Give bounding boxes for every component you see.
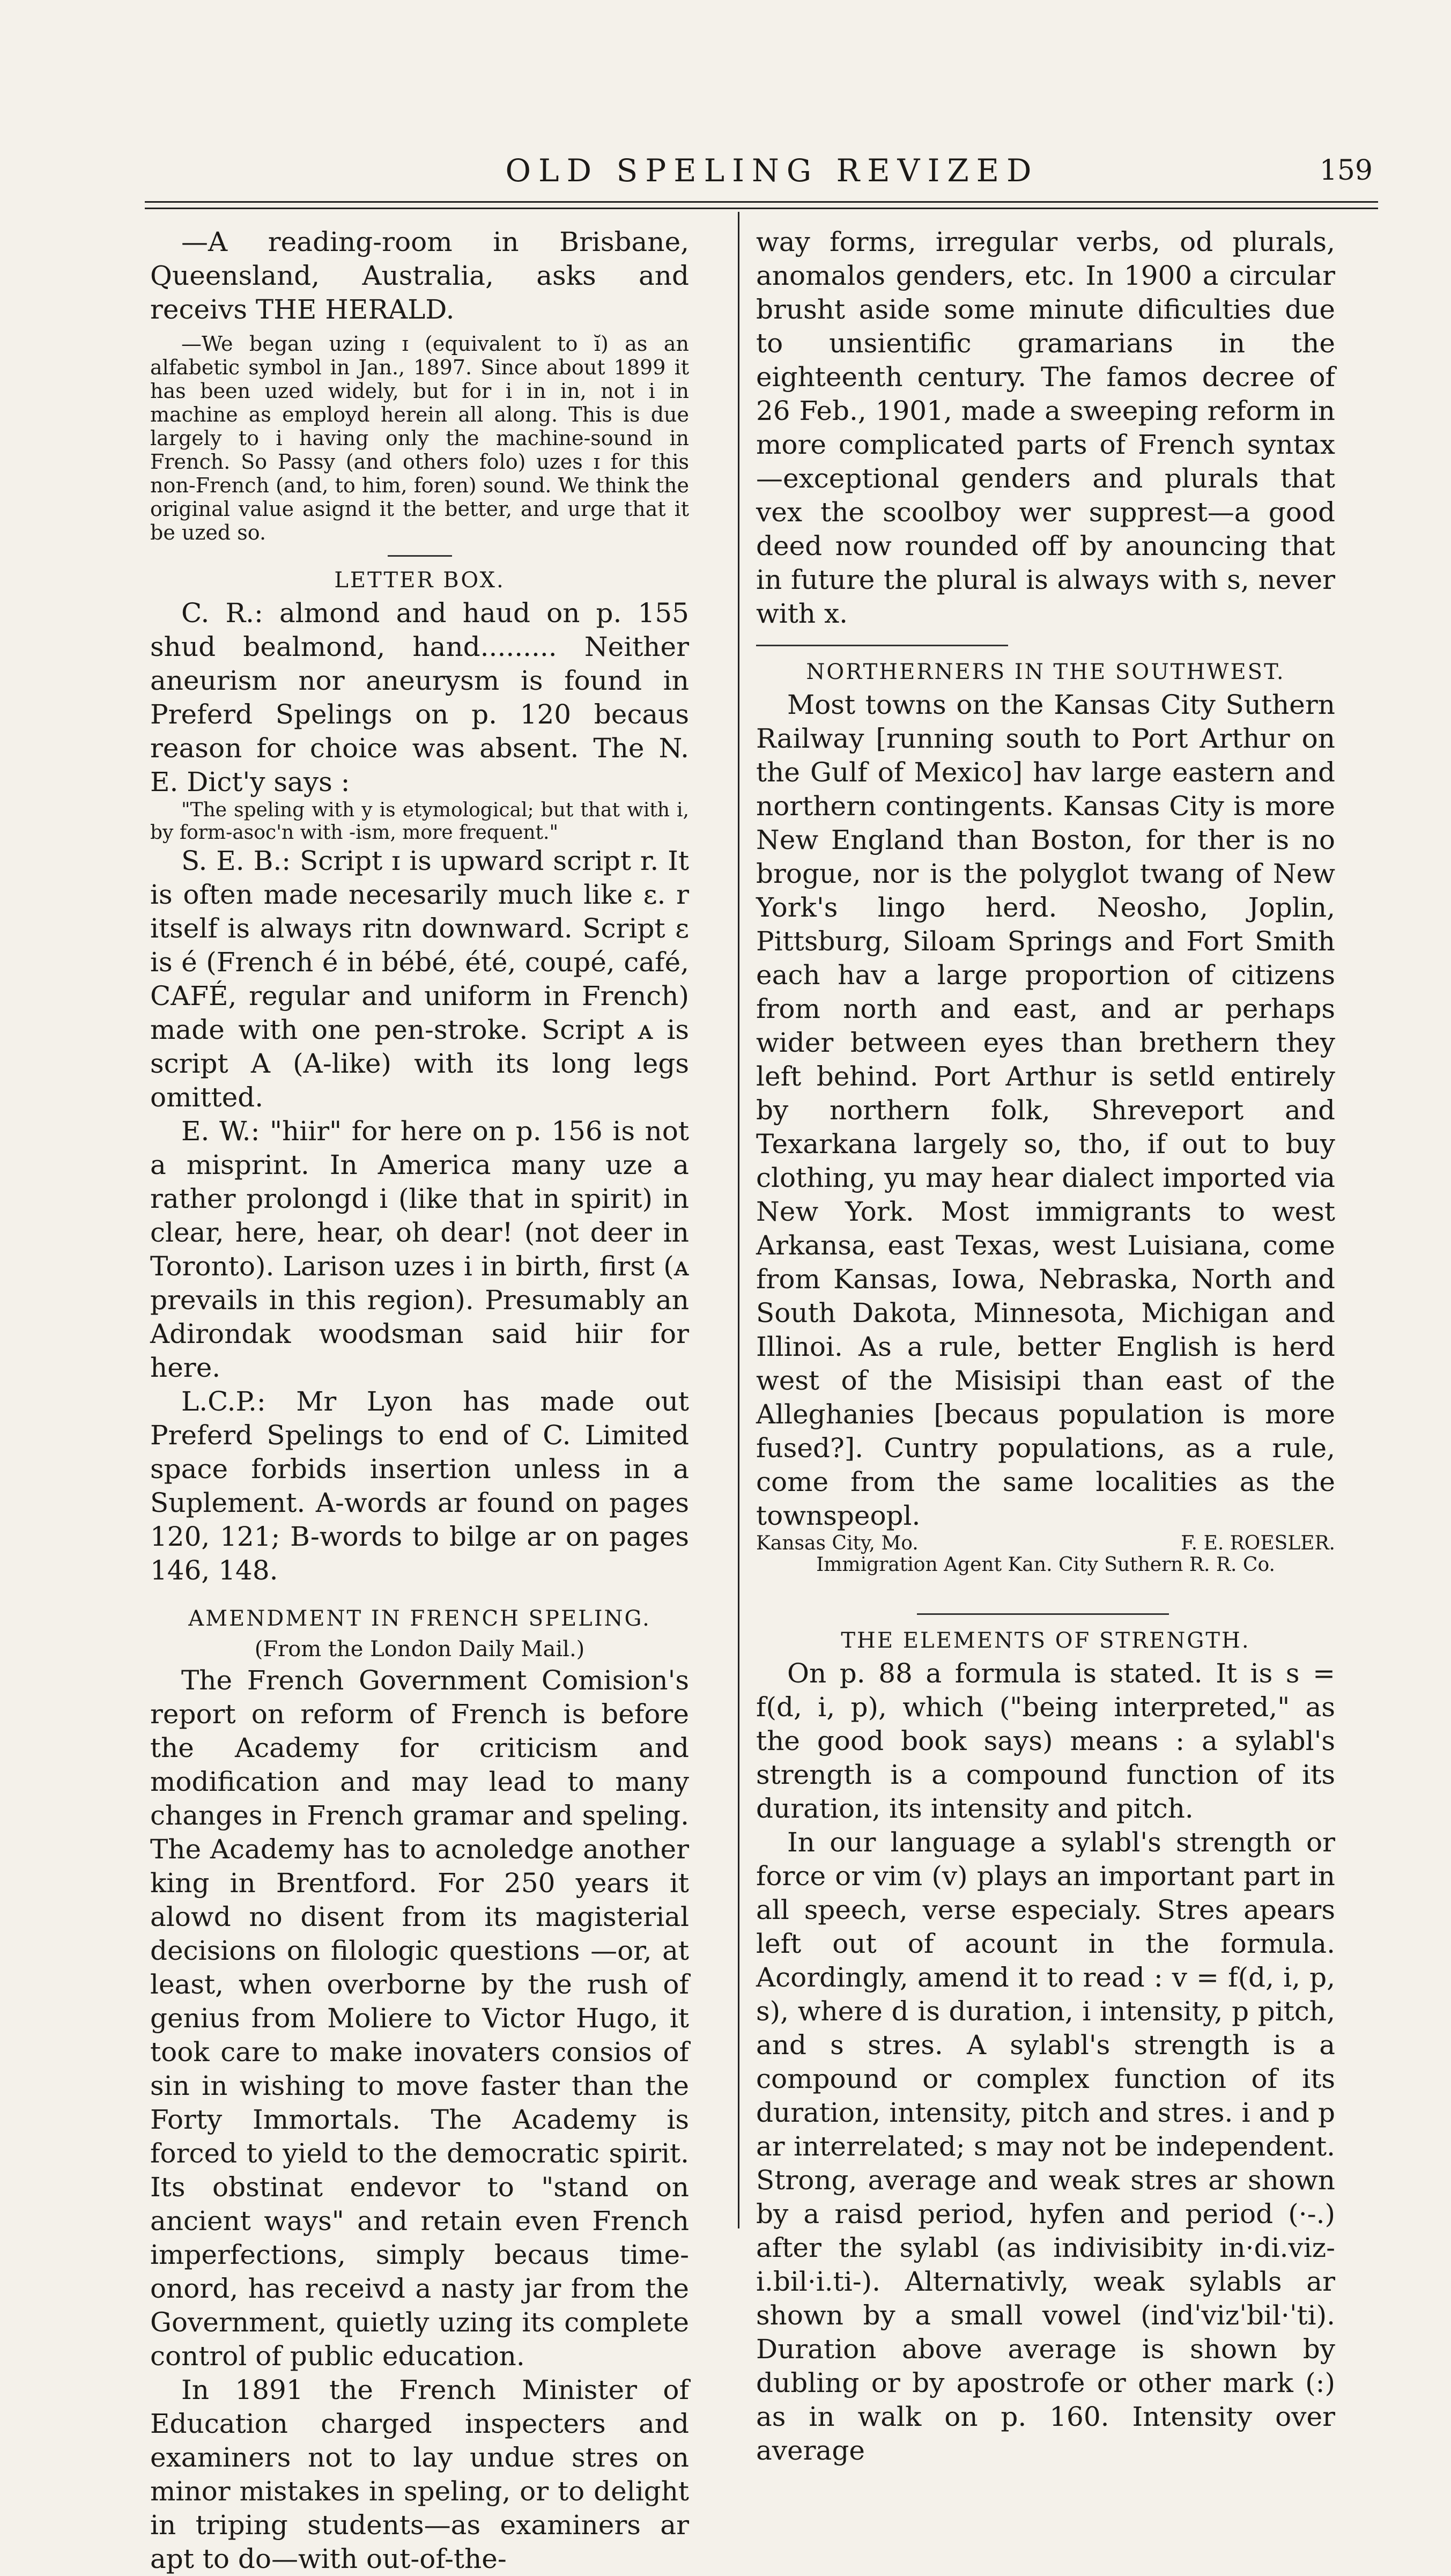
running-head <box>161 149 1383 192</box>
elements-heading: THE ELEMENTS OF STRENGTH. <box>841 1628 1250 1653</box>
amendment-paragraph-1: The French Government Comision's report on reform of French is before the Academy for criticism and modification and may lead to many changes in French gramar and speling. The Academy has to acnoledge another king in Brentford. For 250 years it alowd no disent from its magisterial decisions on filologic questions —or, at least, when overborne by the rush of genius from Moliere to Victor Hugo, it took care to make inovaters consios of sin in wishing to move faster than the Forty Immortals. The Academy is forced to yield to the democratic spirit. Its obstinat endevor to "stand on ancient ways" and retain even French imperfections, simply becaus time-onord, has receivd a nasty jar from the Government, quietly uzing its complete control of public education. <box>150 1665 689 2372</box>
header-rule-top <box>145 201 1378 203</box>
signature-line <box>756 1533 1335 1554</box>
northerners-body: Most towns on the Kansas City Suthern Railway [running south to Port Arthur on the Gulf of Mexico] hav large eastern and northern contingents. Kansas City is more New England than Boston, for ther is no brogue, nor is the polyglot twang of New York's lingo herd. Neosho, Joplin, Pittsburg, Siloam Springs and Fort Smith each hav a large proportion of citizens from north and east, and ar perhaps wider between eyes than brethern they left behind. Port Arthur is setld entirely by northern folk, Shreveport and Texarkana largely so, tho, if out to buy clothing, yu may hear dialect imported via New York. Most immigrants to west Arkansa, east Texas, west Luisiana, come from Kansas, Iowa, Nebraska, North and South Dakota, Minnesota, Michigan and Illinoi. As a rule, better English is herd west of the Misisipi than east of the Alleghanies [becaus population is more fused?]. Cuntry populations, as a rule, come from the same localities as the townspeopl. <box>756 689 1335 1531</box>
signature-title: Immigration Agent Kan. City Suthern R. R. Co. <box>816 1554 1275 1576</box>
letter-box-heading: LETTER BOX. <box>334 568 505 593</box>
signature-title-line <box>756 1554 1335 1576</box>
header-rule-bottom <box>145 208 1378 209</box>
reply-lcp: L.C.P.: Mr Lyon has made out Preferd Spelings to end of C. Limited space forbids insertion unless in a Suplement. A-words ar found on pages 120, 121; B-words to bilge ar on pages 146, 148. <box>150 1386 689 1586</box>
reply-cr: C. R.: almond and haud on p. 155 shud bealmond, hand......... Neither aneurism nor aneurysm is found in Preferd Spelings on p. 120 becaus reason for choice was absent. The N. E. Dict'y says : <box>150 597 689 798</box>
elements-paragraph-2: In our language a sylabl's strength or force or vim (v) plays an important part in all speech, verse especialy. Stres apears left out of acount in the formula. Acordingly, amend it to read : v = f(d, i, p, s), where d is duration, i intensity, p pitch, and s stres. A sylabl's strength is a compound or complex function of its duration, intensity, pitch and stres. i and p ar interrelated; s may not be independent. Strong, average and weak stres ar shown by a raisd period, hyfen and period (·-.) after the sylabl (as indivisibity in·di.viz-i.bil·i.ti-). Alternativly, weak sylabls ar shown by a small vowel (indˈvizˈbil·ˈti). Duration above average is shown by dubling or by apostrofe or other mark (:) as in walk on p. 160. Intensity over average <box>756 1827 1335 2466</box>
signature-name: F. E. ROESLER. <box>1181 1532 1335 1554</box>
reply-ew: E. W.: "hiir" for here on p. 156 is not a misprint. In America many uze a rather prolongd i (like that in spirit) in clear, here, hear, oh dear! (not deer in Toronto). Larison uzes i in birth, first (ᴀ prevails in this region). Presumably an Adirondak woodsman said hiir for here. <box>150 1116 689 1383</box>
amendment-continuation: way forms, irregular verbs, od plurals, anomalos genders, etc. In 1900 a circular brusht aside some minute dificulties due to unsientific gramarians in the eighteenth century. The famos decree of 26 Feb., 1901, made a sweeping reform in more complicated parts of French syntax—exceptional genders and plurals that vex the scoolboy wer supprest—a good deed now rounded off by anouncing that in future the plural is always with s, never with x. <box>756 226 1335 629</box>
amendment-source: (From the London Daily Mail.) <box>254 1637 585 1662</box>
right-column <box>756 225 1335 2468</box>
page-number: 159 <box>1319 154 1373 187</box>
brisbane-note: —A reading-room in Brisbane, Queensland, Australia, asks and receivs THE HERALD. <box>150 226 689 325</box>
left-column <box>150 225 689 2576</box>
running-title: OLD SPELING REVIZED <box>505 152 1039 189</box>
signature-place: Kansas City, Mo. <box>756 1532 919 1554</box>
section-rule <box>756 645 1008 646</box>
elements-paragraph-1: On p. 88 a formula is stated. It is s = f(d, i, p), which ("being interpreted," as the good book says) means : a sylabl's strength is a compound function of its duration, its intensity and pitch. <box>756 1658 1335 1824</box>
section-rule <box>388 555 452 557</box>
amendment-heading: AMENDMENT IN FRENCH SPELING. <box>188 1606 651 1631</box>
symbol-note: —We began uzing ɪ (equivalent to ĭ) as an alfabetic symbol in Jan., 1897. Since about 1899 it has been uzed widely, but for i in in, not i in machine as employd herein all along. This is due largely to i having only the machine-sound in French. So Passy (and others folo) uzes ɪ for this non-French (and, to him, foren) sound. We think the original value asignd it the better, and urge that it be uzed so. <box>150 332 689 544</box>
column-divider <box>738 212 739 2228</box>
amendment-paragraph-2: In 1891 the French Minister of Education charged inspecters and examiners not to lay undue stres on minor mistakes in speling, or to delight in triping students—as examiners ar apt to do—with out-of-the- <box>150 2374 689 2574</box>
northerners-heading: NORTHERNERS IN THE SOUTHWEST. <box>806 660 1285 684</box>
reply-seb: S. E. B.: Script ɪ is upward script r. It is often made necesarily much like ɛ. r itself is always ritn downward. Script ɛ is é (French é in bébé, été, coupé, café, CAFÉ, regular and uniform in French) made with one pen-stroke. Script ᴀ is script A (A-like) with its long legs omitted. <box>150 845 689 1113</box>
dictionary-quote: "The speling with y is etymological; but that with i, by form-asoc'n with -ism, more frequent." <box>150 799 689 844</box>
section-rule <box>917 1613 1169 1615</box>
